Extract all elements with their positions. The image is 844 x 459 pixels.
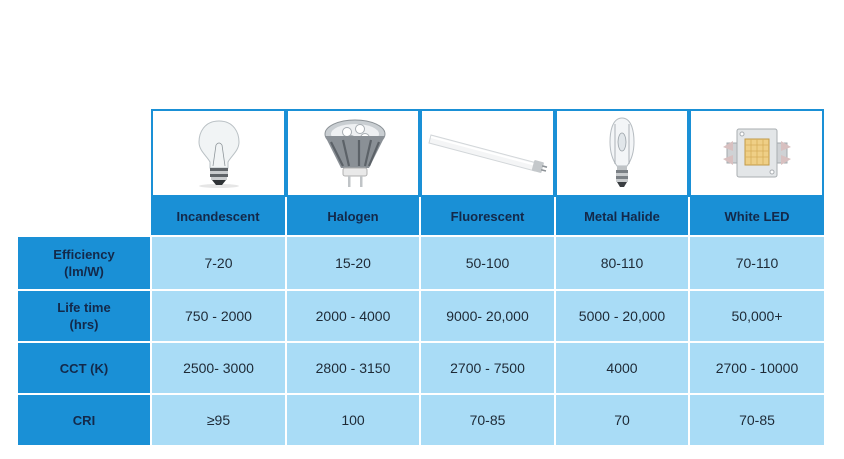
table-cell: 2700 - 7500: [421, 343, 554, 393]
row-label-efficiency: Efficiency (lm/W): [18, 237, 150, 289]
table-cell: 15-20: [287, 237, 419, 289]
white-led-chip-icon: [719, 121, 795, 185]
white-led-image-cell: [689, 109, 824, 197]
table-cell: 70: [556, 395, 688, 445]
incandescent-image-cell: [151, 109, 286, 197]
table-cell: 9000- 20,000: [421, 291, 554, 341]
halogen-spot-icon: [313, 116, 393, 190]
lighting-comparison-table: [18, 109, 824, 445]
incandescent-bulb-icon: [189, 117, 249, 189]
column-header-metal-halide: Metal Halide: [556, 197, 688, 235]
table-cell: 50,000+: [690, 291, 824, 341]
table-cell: 100: [287, 395, 419, 445]
table-cell: 5000 - 20,000: [556, 291, 688, 341]
metal-halide-image-cell: [555, 109, 689, 197]
column-header-halogen: Halogen: [287, 197, 419, 235]
metal-halide-lamp-icon: [604, 116, 640, 190]
column-header-fluorescent: Fluorescent: [421, 197, 554, 235]
table-cell: 750 - 2000: [152, 291, 285, 341]
table-cell: 4000: [556, 343, 688, 393]
table-cell: 70-110: [690, 237, 824, 289]
fluorescent-tube-icon: [425, 127, 551, 179]
table-cell: 70-85: [421, 395, 554, 445]
row-label-cct: CCT (K): [18, 343, 150, 393]
table-cell: 7-20: [152, 237, 285, 289]
fluorescent-image-cell: [420, 109, 555, 197]
table-cell: 80-110: [556, 237, 688, 289]
table-cell: 70-85: [690, 395, 824, 445]
table-cell: ≥95: [152, 395, 285, 445]
table-cell: 2700 - 10000: [690, 343, 824, 393]
halogen-image-cell: [286, 109, 420, 197]
table-cell: 50-100: [421, 237, 554, 289]
table-cell: 2000 - 4000: [287, 291, 419, 341]
column-header-incandescent: Incandescent: [151, 197, 285, 235]
row-label-cri: CRI: [18, 395, 150, 445]
column-header-white-led: White LED: [690, 197, 824, 235]
table-cell: 2500- 3000: [152, 343, 285, 393]
row-label-life-time: Life time (hrs): [18, 291, 150, 341]
table-cell: 2800 - 3150: [287, 343, 419, 393]
